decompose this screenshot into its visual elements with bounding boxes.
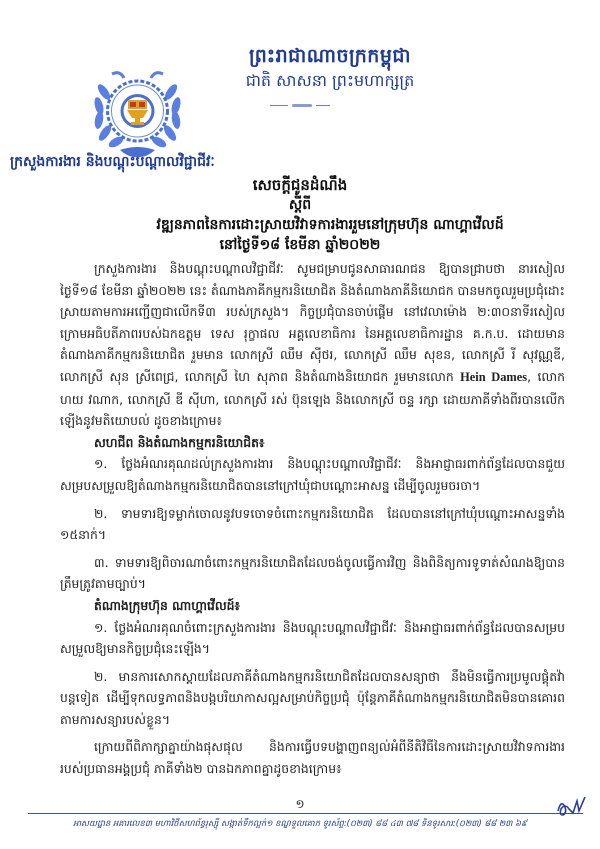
notice-subject: វឌ្ឍនភាពនៃការដោះស្រាយវិវាទការងាររួមនៅក្រុមហ៊ុន ណាហ្គាវើលដ៍ — [156, 217, 504, 233]
intro-paragraph: ក្រសួងការងារ និងបណ្ដុះបណ្ដាលវិជ្ជាជីវៈ សូមជម្រាបជូនសាធារណជន ឱ្យបានជ្រាបថា នារសៀលថ្ងៃទី១៨ ខែមីនា ឆ្នាំ២០២២ នេះ តំណាងភាគីកម្មករនិយោជិត និងតំណាងភាគីនិយោជក បានមកចូលរួមប្រជុំដោះស្រាយតាមការអញ្ជើញជាលើកទី៣ របស់ក្រសួង។ កិច្ចប្រជុំបានចាប់ផ្ដើម នៅវេលាម៉ោង ២:៣០នាទីរសៀល ក្រោមអធិបតីភាពរបស់ឯកឧត្ដម ទេស រុក្ខាផល អគ្គលេខាធិការ នៃអគ្គលេខាធិការដ្ឋាន គ.ក.ប. ដោយមានតំណាងភាគីកម្មករនិយោជិត រួមមាន លោកស្រី ឈឹម ស៊ីថរ, លោកស្រី ឈឹម សុខន, លោកស្រី រី សុវណ្ណឌី, លោកស្រី សុន ស្រីពេជ្រ, លោកស្រី ហៃ សុភាព និងតំណាងនិយោជក រួមមានលោក Hein Dames, លោក ហយ វណាក, លោកស្រី ឌី ស៊ីហា, លោកស្រី រស់ ប៊ុនឡេង និងលោកស្រី ចន្ទ រក្សា ដោយភាគីទាំងពីរបានលើកឡើងនូវមតិយោបល់ ដូចខាងក្រោម៖ — [60, 261, 565, 429]
section-union-heading: សហជីព និងតំណាងកម្មករនិយោជិត៖ — [94, 434, 265, 450]
national-motto: ជាតិ សាសនា ព្រះមហាក្សត្រ — [245, 71, 415, 90]
kingdom-header: ព្រះរាជាណាចក្រកម្ពុជា — [249, 45, 411, 67]
ornamental-divider — [270, 101, 330, 109]
notice-title-block — [0, 175, 600, 255]
section-company-heading: តំណាងក្រុមហ៊ុន ណាហ្គាវើលដ៍៖ — [94, 597, 240, 613]
notice-subject-label: ស្ដីពី — [288, 197, 312, 213]
union-point-3: ៣. ទាមទារឱ្យពិចារណាចំពោះកម្មករនិយោជិតដែលចង់ចូលធ្វើការវិញ និងពិនិត្យការទូទាត់សំណងឱ្យបានត្រឹមត្រូវតាមច្បាប់។ — [60, 554, 565, 592]
union-point-1: ១. ថ្លែងអំណរគុណដល់ក្រសួងការងារ និងបណ្ដុះបណ្ដាលវិជ្ជាជីវៈ និងអាជ្ញាធរពាក់ព័ន្ធដែលបានជួយសម្របសម្រួលឱ្យតំណាងកម្មករនិយោជិតបាននៅក្រៅឃុំជាបណ្ដោះអាសន្ន ដើម្បីចូលរួមចរចា។ — [60, 456, 565, 493]
page-number: ១ — [295, 797, 305, 811]
notice-title: សេចក្ដីជូនដំណឹង — [252, 176, 348, 194]
conclusion-paragraph: ក្រោយពីពិភាក្សាគ្នាយ៉ាងផុសផុល និងការធ្វើបទបង្ហាញពន្យល់អំពីនីតិវិធីនៃការដោះស្រាយវិវាទការងាររបស់ប្រធានអង្គប្រជុំ ភាគីទាំង២ បានឯកភាពគ្នាដូចខាងក្រោម៖ — [60, 739, 565, 777]
ministry-seal-icon — [90, 62, 185, 160]
ministry-name: ក្រសួងការងារ និងបណ្ដុះបណ្ដាលវិជ្ជាជីវៈ — [10, 154, 215, 170]
union-point-2: ២. ទាមទារឱ្យទម្លាក់ចោលនូវបទចោទចំពោះកម្មករនិយោជិត ដែលបាននៅក្រៅឃុំបណ្ដោះអាសន្នទាំង ១៥នាក់។ — [60, 505, 565, 543]
company-point-1: ១. ថ្លែងអំណរគុណចំពោះក្រសួងការងារ និងបណ្ដុះបណ្ដាលវិជ្ជាជីវៈ និងអាជ្ញាធរពាក់ព័ន្ធដែលបានសម្របសម្រួលឱ្យមានកិច្ចប្រជុំនេះឡើង។ — [60, 619, 565, 657]
handwritten-initials-icon — [555, 793, 591, 819]
employer-rep-name: Hein Dames — [460, 369, 528, 384]
company-point-2: ២. មានការសោកស្ដាយដែលភាគីតំណាងកម្មករនិយោជិតដែលបានសន្យាថា នឹងមិនធ្វើការប្រមូលផ្ដុំតវ៉ាបន្តទៀត ដើម្បីទុកលទ្ធភាពនិងបង្កបរិយាកាសល្អសម្រាប់កិច្ចប្រជុំ ប៉ុន្តែភាគីតំណាងកម្មករនិយោជិតមិនបានគោរពតាមការសន្យារបស់ខ្លួន។ — [60, 668, 565, 727]
footer-address: អាសយដ្ឋាន អគារលេខ៣ មហាវិថីសហព័ន្ធរុស្ស៊ី សង្កាត់ទឹកល្អក់១ ខណ្ឌទួលគោក ទូរស័ព្ទ:(០២៣) ៨៨ ៤៣ ៧៨ ទិនទូរសារ:(០២៣) ៨៨ ២៣ ៦៩ — [73, 818, 527, 828]
notice-date: នៅថ្ងៃទី១៨ ខែមីនា ឆ្នាំ២០២២ — [219, 237, 381, 253]
document-body — [60, 258, 565, 780]
footer-divider — [28, 813, 583, 814]
